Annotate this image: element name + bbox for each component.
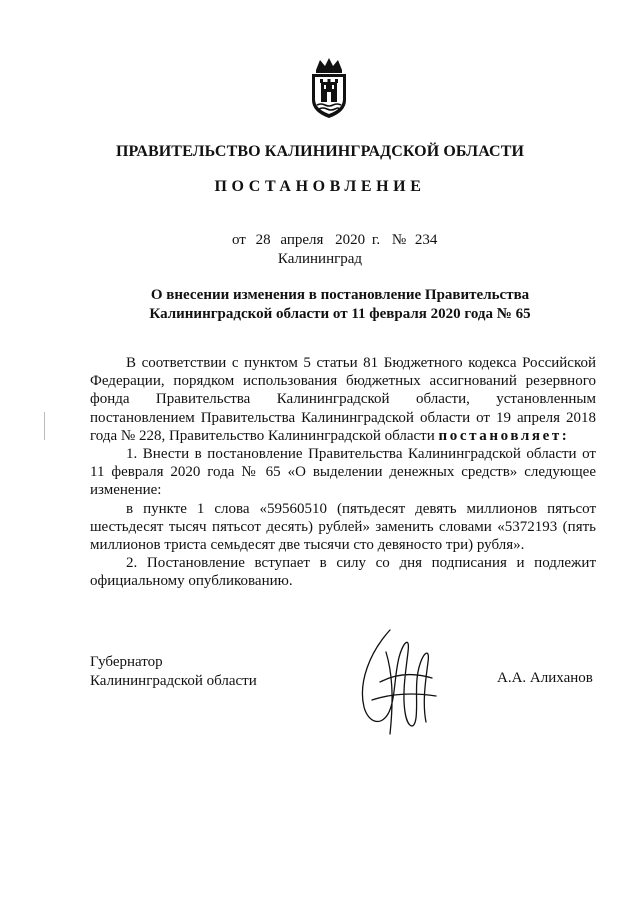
scan-margin-mark [44,412,46,440]
paragraph-item-2: 2. Постановление вступает в силу со дня подписания и подлежит официальному опубликованию. [90,555,596,590]
decree-word: постановляет: [438,427,570,444]
date-line [232,232,437,249]
handwritten-signature [350,622,445,742]
date-year: 2020 [335,232,366,248]
paragraph-preamble [90,354,596,445]
city-name: Калининград [277,251,363,267]
document-body [90,354,596,591]
document-number: 234 [414,232,438,248]
paragraph-item-1: 1. Внести в постановление Правительства Калининградской области от 11 февраля 2020 года № 65 «О выделении денежных средств» следующее изменение: [90,446,596,499]
subject-line-1: О внесении изменения в постановление Правительства [150,287,530,303]
document-subject [0,286,640,324]
paragraph-amendment: в пункте 1 слова «59560510 (пятьдесят девять миллионов пятьсот шестьдесят тысяч пятьсот десять) рублей» заменить словами «5372193 (пять миллионов триста семьдесят две тысячи сто девяносто три) рубля». [90,500,596,554]
date-day: 28 [255,232,271,248]
coat-of-arms-icon [306,56,352,120]
subject-line-2: Калининградской области от 11 февраля 2020 года № 65 [149,306,531,322]
date-year-suffix: г. [371,232,381,248]
signatory-position [90,653,257,691]
number-sign: № [391,232,407,248]
document-type-title: ПОСТАНОВЛЕНИЕ [214,178,426,195]
position-line-2: Калининградской области [90,673,257,689]
organization-title: ПРАВИТЕЛЬСТВО КАЛИНИНГРАДСКОЙ ОБЛАСТИ [115,143,525,160]
date-prefix: от [232,232,246,248]
position-line-1: Губернатор [90,654,163,670]
preamble-text: В соответствии с пунктом 5 статьи 81 Бюджетного кодекса Российской Федерации, порядком использования бюджетных ассигнований резервного фонда Правительства Калининградской области, установленным постановлением Правительства Калининградской области от 19 апреля 2018 года № 228, Правительство Калининградской области [90,355,596,444]
date-month: апреля [280,232,324,248]
signatory-name: А.А. Алиханов [497,670,593,686]
